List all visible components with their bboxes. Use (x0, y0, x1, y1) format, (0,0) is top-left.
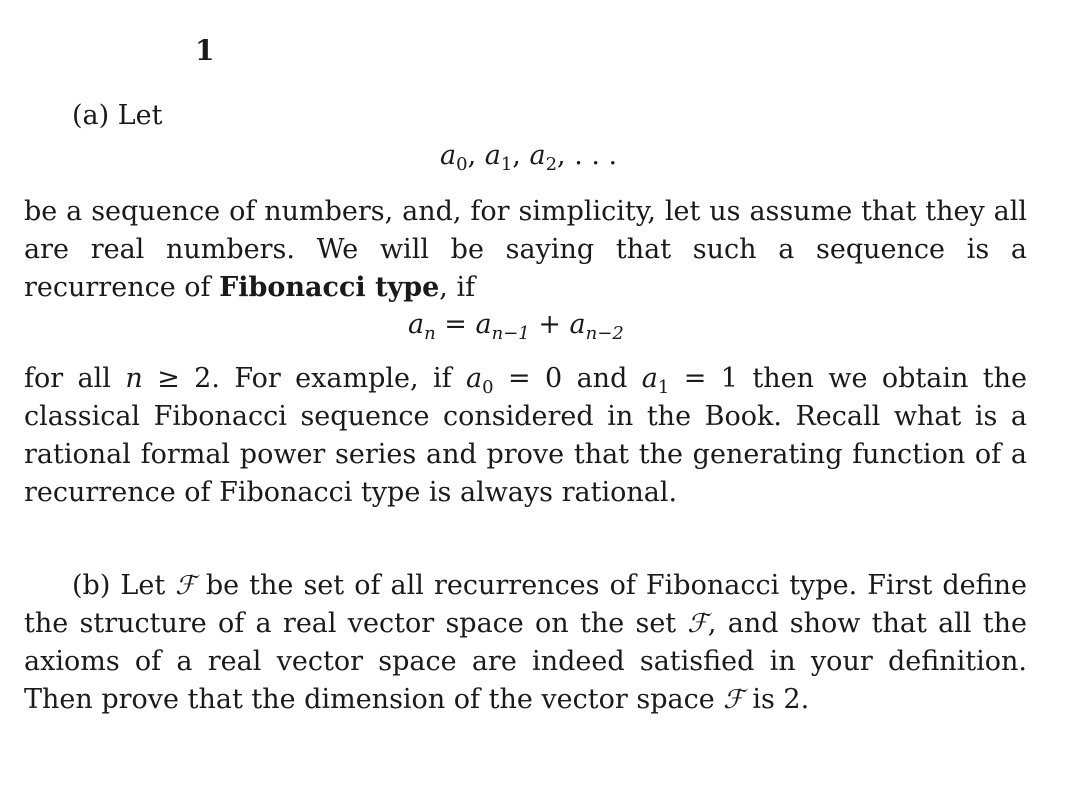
problem-number: 1 (195, 34, 215, 67)
paragraph2-n: n (125, 363, 143, 394)
paragraph2-a1-sub: 1 (657, 377, 670, 398)
rec-t1: a (475, 309, 492, 340)
part-b-t2: be the set of all recurrences of Fibonacci type. First define the structure of a real vector space on the set (24, 570, 1028, 639)
paragraph-part-b (24, 567, 1027, 719)
paragraph2-d: = 1 then we obtain the classical Fibonacci sequence considered in the Book. Recall what is a rational formal power series and prove that the generating function of a recurrence of Fibonacci type is always rational. (24, 363, 1027, 508)
paragraph1-start: be a sequence of numbers, and, for simplicity, let us assume that they all are real numbers. We will be saying that such a sequence is a recurrence of (24, 196, 1027, 303)
part-b-t1: (b) Let (72, 570, 176, 601)
seq-tail: , . . . (557, 140, 618, 171)
paragraph2-a0: a (466, 363, 483, 394)
script-f-3: ℱ (723, 685, 744, 715)
paragraph2-a0-sub: 0 (482, 377, 494, 398)
seq-a2: a (529, 140, 546, 171)
paragraph2-c: = 0 and (493, 363, 642, 394)
rec-lhs-sub: n (424, 323, 436, 344)
sequence-display (440, 140, 618, 175)
paragraph2-b: ≥ 2. For example, if (142, 363, 466, 394)
seq-a0: a (440, 140, 457, 171)
paragraph2-a: for all (24, 363, 126, 394)
seq-sep2: , (512, 140, 530, 171)
part-a-label: (a) Let (72, 100, 163, 131)
rec-t2-sub: n−2 (585, 323, 624, 344)
script-f-2: ℱ (687, 609, 708, 639)
seq-a2-sub: 2 (545, 154, 558, 175)
seq-a1: a (484, 140, 501, 171)
paragraph-definition (24, 193, 1027, 307)
rec-lhs: a (408, 309, 425, 340)
seq-a1-sub: 1 (500, 154, 513, 175)
rec-t1-sub: n−1 (491, 323, 530, 344)
rec-eq: = (435, 309, 476, 340)
rec-plus: + (529, 309, 570, 340)
paragraph1-end: , if (439, 272, 476, 303)
rec-t2: a (569, 309, 586, 340)
seq-sep1: , (467, 140, 485, 171)
paragraph-example (24, 360, 1027, 512)
paragraph2-a1: a (641, 363, 658, 394)
seq-a0-sub: 0 (456, 154, 468, 175)
fibonacci-type-term: Fibonacci type (219, 272, 440, 303)
script-f-1: ℱ (175, 571, 196, 601)
recurrence-display (408, 309, 624, 344)
part-b-t3: , and show that all the axioms of a real vector space are indeed satisfied in your definition. Then prove that the dimension of the vector space (24, 608, 1027, 715)
part-b-t4: is 2. (743, 684, 810, 715)
